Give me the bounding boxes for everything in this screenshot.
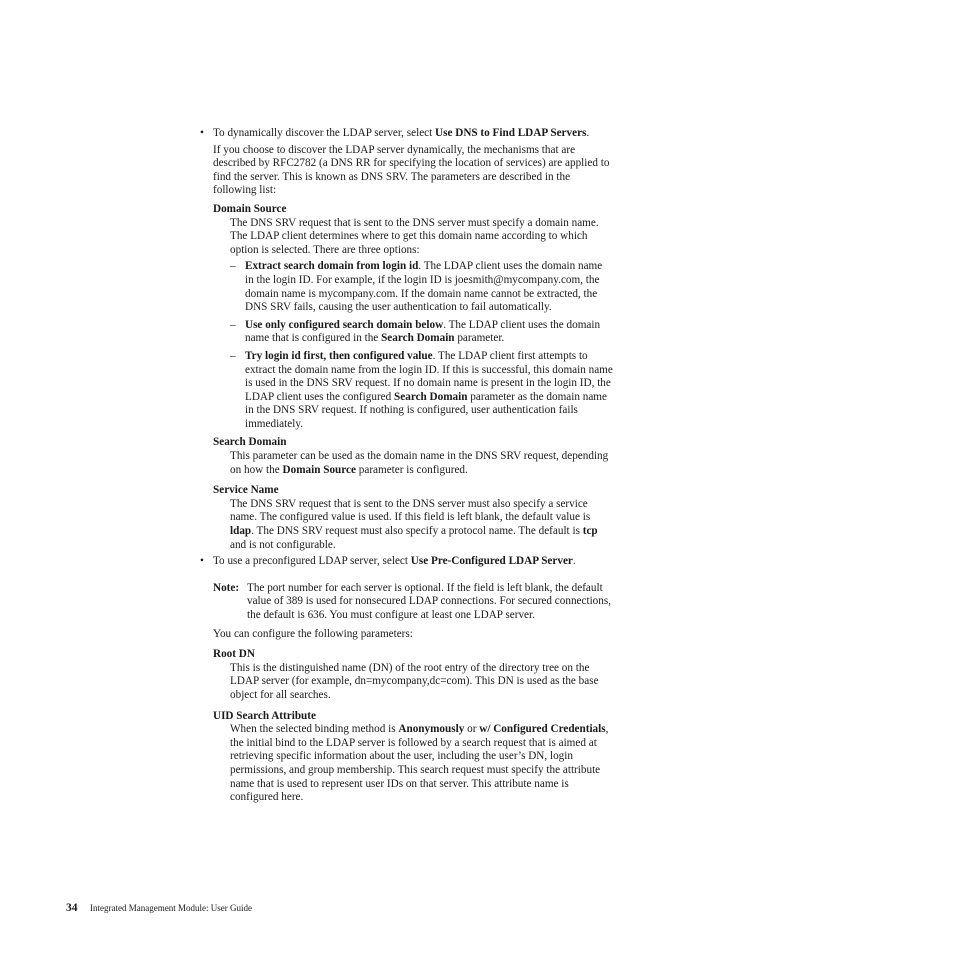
domain-source-term: Domain Source xyxy=(213,202,287,215)
bullet-preconfigured-text: To use a preconfigured LDAP server, select Use Pre-Configured LDAP Server. xyxy=(213,555,576,568)
search-domain-term: Search Domain xyxy=(213,436,287,449)
page-footer xyxy=(66,901,252,916)
option-label: Try login id first, then configured value xyxy=(245,349,433,362)
option-use-dns: Use DNS to Find LDAP Servers xyxy=(435,127,587,139)
root-dn-definition: This is the distinguished name (DN) of the root entry of the directory tree on the LDAP server (for example, dn=mycompany,dc=com). This DN is used as the base object for all searches. xyxy=(230,661,599,701)
dash-mark: – xyxy=(230,318,236,331)
domain-option-extract: – Extract search domain from login id. The LDAP client uses the domain name in the login ID. For example, if the login ID is joesmith@mycompany.com, the domain name is mycompany.com. If the domain name cannot be extracted, the DNS SRV fails, causing the user authentication to fail automatically. xyxy=(230,260,603,314)
note-block xyxy=(213,582,613,623)
page-number: 34 xyxy=(66,902,78,914)
uid-search-definition: When the selected binding method is Anonymously or w/ Configured Credentials, the initial bind to the LDAP server is followed by a search request that is aimed at retrieving specific information about the user, including the user’s DN, login permissions, and group membership. This search request must specify the attribute name that is used to represent user IDs on that server. This attribute name is configured here. xyxy=(230,723,609,804)
note-text: The port number for each server is optional. If the field is left blank, the default value of 389 is used for nonsecured LDAP connections. For secured connections, the default is 636. You must configure at least one LDAP server. xyxy=(247,581,612,621)
uid-search-term: UID Search Attribute xyxy=(213,709,316,722)
bullet-dns xyxy=(200,127,613,141)
domain-option-login-then-configured: – Try login id first, then configured value. The LDAP client first attempts to extract the domain name from the login ID. If this is successful, this domain name is used in the DNS SRV request. If no domain name is present in the login ID, the LDAP client uses the configured Search Domain parameter as the domain name in the DNS SRV request. If nothing is configured, user authentication fails immediately. xyxy=(230,349,613,430)
uid-search-entry xyxy=(213,710,613,805)
service-name-entry xyxy=(213,484,613,552)
domain-source-description: The DNS SRV request that is sent to the DNS server must specify a domain name. The LDAP client determines where to get this domain name according to which option is selected. There are three options: xyxy=(230,216,599,256)
domain-option-configured-only: – Use only configured search domain below. The LDAP client uses the domain name that is configured in the Search Domain parameter. xyxy=(230,318,601,345)
service-name-definition: The DNS SRV request that is sent to the DNS server must also specify a service name. The configured value is used. If this field is left blank, the default value is ldap. The DNS SRV request must also specify a protocol name. The default is tcp and is not configurable. xyxy=(230,497,598,551)
option-label: Use only configured search domain below xyxy=(245,318,444,331)
footer-title: Integrated Management Module: User Guide xyxy=(90,903,252,913)
domain-source-entry xyxy=(213,203,613,432)
params-intro: You can configure the following parameters: xyxy=(213,627,413,640)
search-domain-entry xyxy=(213,436,613,477)
service-name-term: Service Name xyxy=(213,484,279,497)
note-label: Note: xyxy=(213,581,240,594)
option-use-preconfigured: Use Pre-Configured LDAP Server xyxy=(410,555,573,568)
dns-description: If you choose to discover the LDAP server dynamically, the mechanisms that are described by RFC2782 (a DNS RR for specifying the location of services) are applied to find the server. This is known as DNS SRV. The parameters are described in the following list: xyxy=(213,143,610,197)
root-dn-term: Root DN xyxy=(213,648,255,661)
dash-mark: – xyxy=(230,260,236,273)
option-label: Extract search domain from login id xyxy=(245,260,419,273)
bullet-mark: • xyxy=(200,127,204,139)
root-dn-entry xyxy=(213,648,613,702)
bullet-dns-text: To dynamically discover the LDAP server, select Use DNS to Find LDAP Servers. xyxy=(213,127,590,139)
main-text-column xyxy=(200,127,613,805)
bullet-preconfigured xyxy=(200,555,613,569)
bullet-mark: • xyxy=(200,555,204,568)
domain-source-definition xyxy=(230,217,613,432)
dash-mark: – xyxy=(230,349,236,362)
search-domain-definition: This parameter can be used as the domain name in the DNS SRV request, depending on how the Domain Source parameter is configured. xyxy=(230,450,609,476)
